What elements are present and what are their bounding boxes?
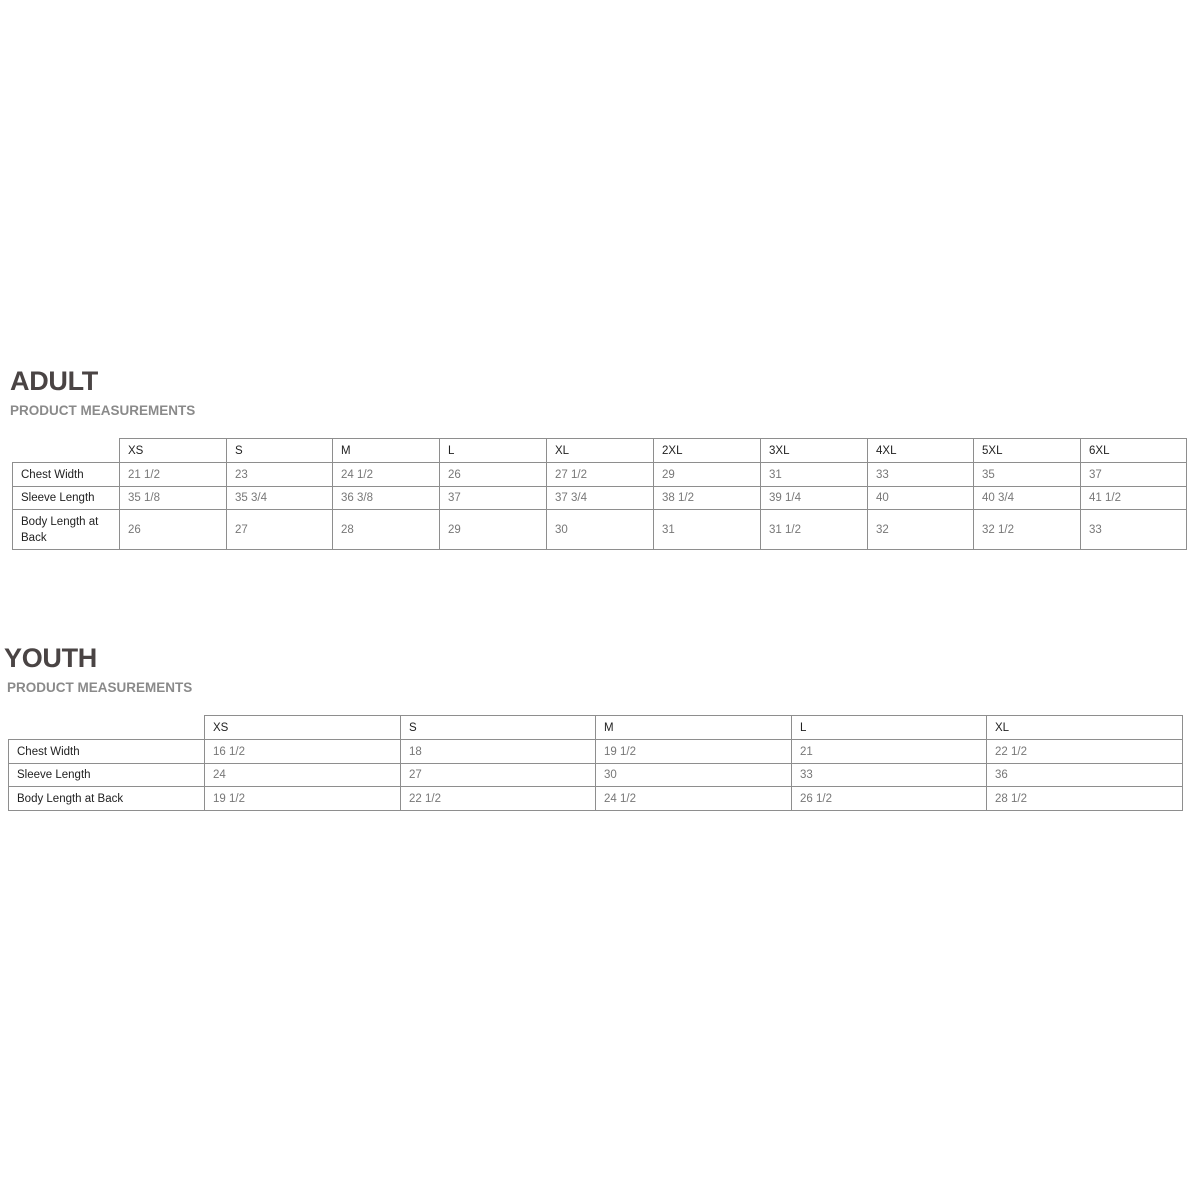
measurement-value: 26 1/2 [792, 787, 987, 811]
adult-size-header: 4XL [868, 439, 974, 463]
youth-size-header: XL [987, 716, 1183, 740]
measurement-value: 27 [401, 764, 596, 787]
measurement-value: 29 [440, 510, 547, 550]
youth-size-header: S [401, 716, 596, 740]
youth-subtitle: PRODUCT MEASUREMENTS [7, 680, 193, 695]
youth-size-header: XS [205, 716, 401, 740]
measurement-value: 31 1/2 [761, 510, 868, 550]
adult-size-header: 3XL [761, 439, 868, 463]
measurement-value: 28 [333, 510, 440, 550]
table-row [13, 487, 1187, 510]
measurement-value: 31 [761, 463, 868, 487]
measurement-value: 41 1/2 [1081, 487, 1187, 510]
adult-size-header: S [227, 439, 333, 463]
measurement-value: 40 [868, 487, 974, 510]
youth-heading [4, 645, 97, 672]
measurement-value: 30 [547, 510, 654, 550]
measurement-value: 23 [227, 463, 333, 487]
measurement-value: 38 1/2 [654, 487, 761, 510]
measurement-value: 36 3/8 [333, 487, 440, 510]
measurement-value: 19 1/2 [205, 787, 401, 811]
youth-corner-cell [9, 716, 205, 740]
row-label: Chest Width [13, 463, 120, 487]
measurement-value: 37 [1081, 463, 1187, 487]
adult-size-header: M [333, 439, 440, 463]
adult-heading [10, 368, 98, 395]
adult-size-header: 6XL [1081, 439, 1187, 463]
table-row [13, 463, 1187, 487]
measurement-value: 26 [440, 463, 547, 487]
measurement-value: 24 [205, 764, 401, 787]
adult-size-header: XL [547, 439, 654, 463]
table-row [9, 764, 1183, 787]
table-row [9, 740, 1183, 764]
measurement-value: 33 [868, 463, 974, 487]
measurement-value: 16 1/2 [205, 740, 401, 764]
measurement-value: 22 1/2 [987, 740, 1183, 764]
adult-size-header: L [440, 439, 547, 463]
measurement-value: 27 [227, 510, 333, 550]
adult-size-header: 2XL [654, 439, 761, 463]
measurement-value: 22 1/2 [401, 787, 596, 811]
table-row [13, 510, 1187, 550]
measurement-value: 21 1/2 [120, 463, 227, 487]
measurement-value: 24 1/2 [596, 787, 792, 811]
measurement-value: 29 [654, 463, 761, 487]
youth-title: YOUTH [4, 643, 98, 673]
measurement-value: 26 [120, 510, 227, 550]
measurement-value: 33 [1081, 510, 1187, 550]
youth-subheading [7, 681, 192, 695]
adult-size-header: 5XL [974, 439, 1081, 463]
measurement-value: 32 1/2 [974, 510, 1081, 550]
adult-size-header-row [13, 439, 1187, 463]
measurement-value: 37 3/4 [547, 487, 654, 510]
measurement-value: 39 1/4 [761, 487, 868, 510]
youth-size-header: L [792, 716, 987, 740]
measurement-value: 36 [987, 764, 1183, 787]
table-row [9, 787, 1183, 811]
adult-subheading [10, 404, 195, 418]
row-label: Body Length at Back [9, 787, 205, 811]
youth-size-header: M [596, 716, 792, 740]
measurement-value: 27 1/2 [547, 463, 654, 487]
row-label: Body Length at Back [13, 510, 120, 550]
measurement-value: 28 1/2 [987, 787, 1183, 811]
adult-corner-cell [13, 439, 120, 463]
measurement-value: 19 1/2 [596, 740, 792, 764]
measurement-value: 18 [401, 740, 596, 764]
measurement-value: 30 [596, 764, 792, 787]
adult-size-header: XS [120, 439, 227, 463]
adult-title: ADULT [10, 366, 98, 396]
adult-subtitle: PRODUCT MEASUREMENTS [10, 403, 196, 418]
adult-measurements-table [12, 438, 1187, 550]
youth-measurements-table [8, 715, 1183, 811]
measurement-value: 37 [440, 487, 547, 510]
row-label: Sleeve Length [9, 764, 205, 787]
measurement-value: 32 [868, 510, 974, 550]
measurement-value: 35 [974, 463, 1081, 487]
youth-size-header-row [9, 716, 1183, 740]
row-label: Chest Width [9, 740, 205, 764]
measurement-value: 21 [792, 740, 987, 764]
measurement-value: 33 [792, 764, 987, 787]
measurement-value: 35 3/4 [227, 487, 333, 510]
measurement-value: 35 1/8 [120, 487, 227, 510]
measurement-value: 24 1/2 [333, 463, 440, 487]
measurement-value: 31 [654, 510, 761, 550]
measurement-value: 40 3/4 [974, 487, 1081, 510]
row-label: Sleeve Length [13, 487, 120, 510]
